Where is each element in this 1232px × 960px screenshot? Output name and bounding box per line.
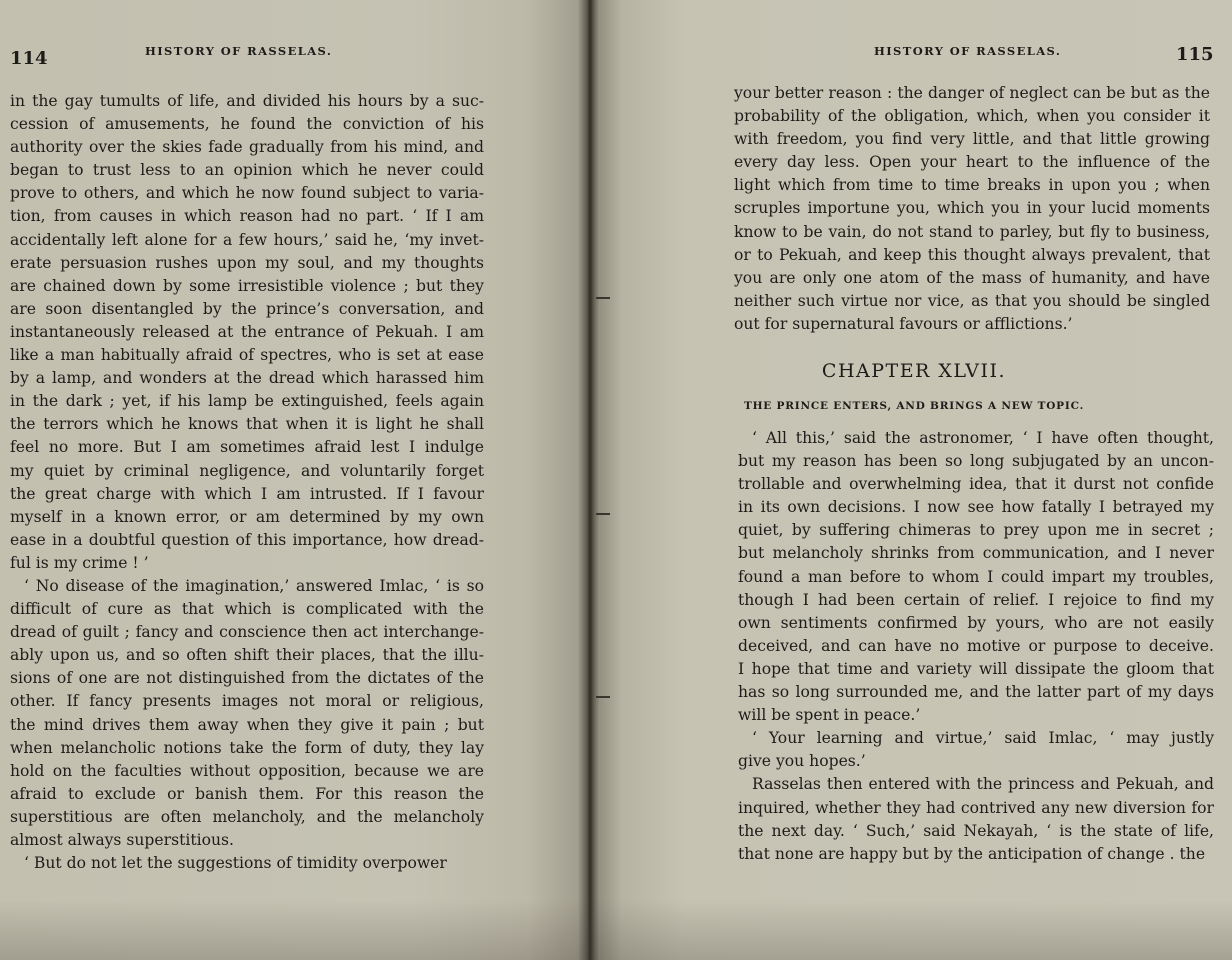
- text-line: authority over the skies fade gradually from his mind, and: [10, 138, 484, 157]
- text-line: ‘ But do not let the suggestions of timidity overpower: [24, 854, 447, 873]
- text-line: give you hopes.’: [738, 752, 866, 771]
- text-line: the next day. ‘ Such,’ said Nekayah, ‘ is the state of life,: [738, 821, 1214, 840]
- left-page-text: [10, 90, 484, 875]
- text-line: cession of amusements, he found the conviction of his: [10, 115, 484, 134]
- right-page-number: 115: [1176, 44, 1214, 65]
- text-line: neither such virtue nor vice, as that you should be singled: [734, 291, 1210, 310]
- text-line: feel no more. But I am sometimes afraid lest I indulge: [10, 438, 484, 457]
- text-line: or to Pekuah, and keep this thought always prevalent, that: [734, 245, 1210, 264]
- text-line: inquired, whether they had contrived any new diversion for: [738, 798, 1214, 817]
- binding-thread-mark: [596, 513, 610, 515]
- text-line: myself in a known error, or am determined by my own: [10, 507, 484, 526]
- text-line: ful is my crime ! ’: [10, 553, 149, 572]
- text-line: deceived, and can have no motive or purpose to deceive.: [738, 636, 1214, 655]
- text-line: trollable and overwhelming idea, that it durst not confide: [738, 475, 1214, 494]
- text-line: that none are happy but by the anticipation of change . the: [738, 844, 1206, 863]
- text-line: the mind drives them away when they give it pain ; but: [10, 715, 484, 734]
- text-line: the great charge with which I am intrusted. If I favour: [10, 484, 484, 503]
- text-line: afraid to exclude or banish them. For this reason the: [10, 784, 484, 803]
- text-line: accidentally left alone for a few hours,’ said he, ‘my invet-: [10, 230, 484, 249]
- left-running-head: HISTORY OF RASSELAS.: [145, 44, 333, 58]
- text-line: light which from time to time breaks in upon you ; when: [734, 176, 1210, 195]
- text-line: dread of guilt ; fancy and conscience then act interchange-: [10, 623, 484, 642]
- right-page-text-top: [734, 82, 1210, 336]
- text-line: my quiet by criminal negligence, and voluntarily forget: [10, 461, 484, 480]
- right-running-head: HISTORY OF RASSELAS.: [874, 44, 1062, 58]
- left-page: [0, 0, 586, 960]
- page-shadow: [0, 900, 1232, 960]
- left-page-number: 114: [10, 48, 48, 69]
- text-line: own sentiments confirmed by yours, who are not easily: [738, 613, 1214, 632]
- text-line: ably upon us, and so often shift their places, that the illu-: [10, 646, 484, 665]
- text-line: ease in a doubtful question of this importance, how dread-: [10, 530, 484, 549]
- text-line: began to trust less to an opinion which he never could: [10, 161, 484, 180]
- text-line: in its own decisions. I now see how fatally I betrayed my: [738, 498, 1214, 517]
- book-gutter: [578, 0, 600, 960]
- text-line: out for supernatural favours or afflictions.’: [734, 314, 1073, 333]
- text-line: quiet, by suffering chimeras to prey upon me in secret ;: [738, 521, 1214, 540]
- text-line: scruples importune you, which you in your lucid moments: [734, 199, 1210, 218]
- binding-thread-mark: [596, 297, 610, 299]
- text-line: instantaneously released at the entrance of Pekuah. I am: [10, 322, 484, 341]
- text-line: has so long surrounded me, and the latter part of my days: [738, 683, 1214, 702]
- chapter-subtitle: THE PRINCE ENTERS, AND BRINGS A NEW TOPIC.: [743, 400, 1085, 412]
- text-line: but melancholy shrinks from communication, and I never: [738, 544, 1214, 563]
- text-line: erate persuasion rushes upon my soul, and my thoughts: [10, 253, 484, 272]
- text-line: hold on the faculties without opposition, because we are: [10, 761, 484, 780]
- text-line: I hope that time and variety will dissipate the gloom that: [738, 659, 1214, 678]
- text-line: found a man before to whom I could impart my troubles,: [738, 567, 1214, 586]
- text-line: every day less. Open your heart to the influence of the: [734, 153, 1210, 172]
- text-line: are soon disentangled by the prince’s conversation, and: [10, 299, 484, 318]
- chapter-title: CHAPTER XLVII.: [821, 360, 1007, 382]
- right-page-text-bottom: [738, 427, 1214, 866]
- text-line: Rasselas then entered with the princess and Pekuah, and: [752, 775, 1214, 794]
- text-line: your better reason : the danger of neglect can be but as the: [734, 84, 1210, 102]
- text-line: superstitious are often melancholy, and the melancholy: [10, 807, 484, 826]
- text-line: ‘ No disease of the imagination,’ answered Imlac, ‘ is so: [24, 576, 484, 595]
- text-line: with freedom, you find very little, and that little growing: [734, 130, 1210, 149]
- text-line: other. If fancy presents images not moral or religious,: [10, 692, 484, 711]
- text-line: prove to others, and which he now found subject to varia-: [10, 184, 484, 203]
- text-line: ‘ Your learning and virtue,’ said Imlac, ‘ may justly: [752, 729, 1214, 748]
- text-line: when melancholic notions take the form of duty, they lay: [10, 738, 484, 757]
- text-line: will be spent in peace.’: [738, 706, 921, 725]
- text-line: by a lamp, and wonders at the dread which harassed him: [10, 369, 484, 388]
- text-line: probability of the obligation, which, when you consider it: [734, 107, 1210, 126]
- text-line: difficult of cure as that which is complicated with the: [10, 600, 484, 619]
- text-line: you are only one atom of the mass of humanity, and have: [734, 268, 1210, 287]
- binding-thread-mark: [596, 696, 610, 698]
- text-line: almost always superstitious.: [10, 831, 234, 849]
- text-line: are chained down by some irresistible violence ; but they: [10, 276, 484, 295]
- text-line: like a man habitually afraid of spectres, who is set at ease: [10, 346, 484, 365]
- text-line: in the dark ; yet, if his lamp be extinguished, feels again: [10, 392, 484, 411]
- text-line: though I had been certain of relief. I rejoice to find my: [738, 590, 1214, 609]
- text-line: sions of one are not distinguished from the dictates of the: [10, 669, 484, 688]
- text-line: but my reason has been so long subjugated by an uncon-: [738, 452, 1214, 471]
- right-page: [596, 0, 1232, 960]
- text-line: know to be vain, do not stand to parley, but fly to business,: [734, 222, 1210, 241]
- text-line: tion, from causes in which reason had no part. ‘ If I am: [10, 207, 484, 226]
- text-line: ‘ All this,’ said the astronomer, ‘ I have often thought,: [752, 429, 1214, 447]
- text-line: in the gay tumults of life, and divided his hours by a suc-: [10, 92, 484, 110]
- text-line: the terrors which he knows that when it is light he shall: [10, 415, 484, 434]
